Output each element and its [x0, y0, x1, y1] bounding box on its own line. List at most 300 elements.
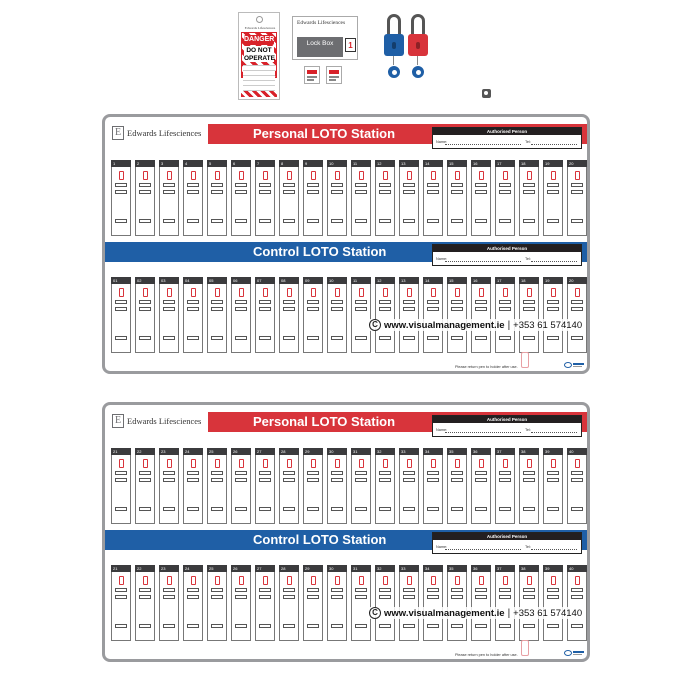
slot-number: 13	[399, 277, 419, 284]
label-pad	[187, 183, 199, 187]
label-pad	[259, 471, 271, 475]
lock-hook-icon	[119, 459, 124, 468]
label-pad	[523, 219, 535, 223]
label-pad	[115, 595, 127, 599]
label-pad	[139, 471, 151, 475]
lock-hook-icon	[143, 459, 148, 468]
lock-hook-icon	[263, 288, 268, 297]
name-label: Name:	[436, 257, 448, 261]
lock-slot	[279, 160, 299, 236]
label-pad	[379, 183, 391, 187]
label-pad	[547, 588, 559, 592]
slot-number: 28	[279, 448, 299, 455]
lock-slot	[447, 565, 467, 641]
lock-box-panel	[297, 37, 343, 57]
lock-hook-icon	[239, 171, 244, 180]
label-pad	[379, 595, 391, 599]
lock-slot	[303, 160, 323, 236]
lock-slot	[543, 565, 563, 641]
slot-number: 15	[447, 160, 467, 167]
lock-slot	[207, 160, 227, 236]
label-pad	[235, 307, 247, 311]
return-note: Please return pen to holder after use.	[455, 653, 518, 657]
slot-number: 18	[519, 160, 539, 167]
lock-slot	[231, 448, 251, 524]
label-pad	[499, 588, 511, 592]
lock-slot	[231, 565, 251, 641]
lock-hook-icon	[503, 576, 508, 585]
label-pad	[307, 507, 319, 511]
lock-hook-icon	[479, 288, 484, 297]
lock-slot	[519, 565, 539, 641]
label-pad	[403, 336, 415, 340]
lock-hook-icon	[503, 171, 508, 180]
label-pad	[163, 190, 175, 194]
danger-tag-brand: Edwards Lifesciences	[244, 26, 276, 30]
slot-number: 36	[471, 565, 491, 572]
lock-hook-icon	[527, 288, 532, 297]
label-pad	[283, 219, 295, 223]
label-pad	[403, 507, 415, 511]
lock-hook-icon	[383, 171, 388, 180]
visual-management-logo-icon	[564, 361, 584, 371]
slot-number: 6	[231, 160, 251, 167]
label-pad	[547, 336, 559, 340]
label-pad	[235, 588, 247, 592]
label-pad	[259, 190, 271, 194]
label-pad	[499, 478, 511, 482]
lock-hook-icon	[383, 288, 388, 297]
lock-slot	[567, 565, 587, 641]
label-pad	[187, 336, 199, 340]
personal-slot-row	[111, 448, 587, 524]
label-pad	[403, 624, 415, 628]
slot-number: 38	[519, 448, 539, 455]
label-pad	[451, 478, 463, 482]
lock-slot	[423, 160, 443, 236]
lock-hook-icon	[503, 288, 508, 297]
label-pad	[523, 478, 535, 482]
danger-tag-message	[244, 46, 274, 62]
label-pad	[187, 478, 199, 482]
lock-slot	[447, 448, 467, 524]
slot-number: 17	[495, 160, 515, 167]
lock-hook-icon	[431, 171, 436, 180]
lock-slot	[399, 277, 419, 353]
label-pad	[211, 478, 223, 482]
label-pad	[523, 183, 535, 187]
label-pad	[139, 507, 151, 511]
label-pad	[475, 478, 487, 482]
lock-hook-icon	[287, 171, 292, 180]
slot-number: 26	[231, 565, 251, 572]
lock-slot	[159, 448, 179, 524]
slot-number: 16	[471, 160, 491, 167]
lock-hook-icon	[455, 459, 460, 468]
lock-box-title: Lock Box	[306, 40, 334, 47]
name-label: Name:	[436, 545, 448, 549]
label-pad	[115, 471, 127, 475]
label-pad	[211, 219, 223, 223]
label-pad	[427, 219, 439, 223]
slot-number: 04	[183, 277, 203, 284]
lock-hook-icon	[383, 459, 388, 468]
label-pad	[283, 595, 295, 599]
label-pad	[139, 478, 151, 482]
label-pad	[235, 190, 247, 194]
label-pad	[547, 307, 559, 311]
label-pad	[259, 588, 271, 592]
slot-number: 24	[183, 448, 203, 455]
lock-hook-icon	[287, 459, 292, 468]
lock-hook-icon	[215, 576, 220, 585]
tel-label: Tel:	[525, 140, 531, 144]
lock-hook-icon	[143, 171, 148, 180]
label-pad	[283, 471, 295, 475]
website-text: www.visualmanagement.ie	[384, 319, 505, 331]
loto-board	[102, 402, 590, 662]
lock-hook-icon	[527, 459, 532, 468]
label-pad	[451, 183, 463, 187]
lock-slot	[111, 448, 131, 524]
slot-number: 30	[327, 565, 347, 572]
label-pad	[403, 307, 415, 311]
lock-slot	[375, 448, 395, 524]
visual-management-logo-icon	[564, 649, 584, 659]
label-pad	[331, 307, 343, 311]
lock-slot	[423, 448, 443, 524]
slot-number: 30	[327, 448, 347, 455]
label-pad	[427, 307, 439, 311]
lock-hook-icon	[359, 288, 364, 297]
slot-number: 40	[567, 448, 587, 455]
authorised-person-box	[432, 244, 582, 266]
lock-slot	[183, 277, 203, 353]
lock-hook-icon	[431, 288, 436, 297]
label-pad	[139, 307, 151, 311]
lock-hook-icon	[551, 459, 556, 468]
lock-slot	[519, 448, 539, 524]
slot-number: 08	[279, 277, 299, 284]
return-note: Please return pen to holder after use.	[455, 365, 518, 369]
label-pad	[307, 219, 319, 223]
label-pad	[235, 183, 247, 187]
label-pad	[403, 588, 415, 592]
label-pad	[163, 624, 175, 628]
danger-tag-line1: DO NOT	[246, 47, 272, 54]
label-pad	[163, 183, 175, 187]
label-pad	[139, 183, 151, 187]
label-pad	[235, 219, 247, 223]
phone-text: +353 61 574140	[513, 607, 583, 619]
label-pad	[235, 595, 247, 599]
lock-hook-icon	[575, 576, 580, 585]
slot-number: 12	[375, 277, 395, 284]
label-pad	[307, 190, 319, 194]
lock-hook-icon	[407, 288, 412, 297]
pen-holder-icon	[521, 640, 529, 656]
label-pad	[283, 624, 295, 628]
blue-padlock-icon	[384, 14, 404, 88]
label-pad	[475, 595, 487, 599]
red-padlock-icon	[408, 14, 428, 88]
label-pad	[403, 219, 415, 223]
label-pad	[115, 588, 127, 592]
name-label: Name:	[436, 140, 448, 144]
slot-number: 2	[135, 160, 155, 167]
lock-slot	[231, 277, 251, 353]
label-pad	[163, 471, 175, 475]
label-pad	[547, 219, 559, 223]
slot-number: 5	[207, 160, 227, 167]
slot-number: 21	[111, 448, 131, 455]
slot-number: 9	[303, 160, 323, 167]
label-pad	[571, 219, 583, 223]
lock-box-number: 1	[345, 38, 356, 52]
slot-number: 16	[471, 277, 491, 284]
label-pad	[403, 471, 415, 475]
label-pad	[331, 471, 343, 475]
label-pad	[331, 219, 343, 223]
lock-slot	[567, 277, 587, 353]
lock-hook-icon	[407, 171, 412, 180]
label-pad	[187, 595, 199, 599]
label-pad	[211, 588, 223, 592]
label-pad	[211, 471, 223, 475]
label-pad	[571, 307, 583, 311]
lock-slot	[471, 565, 491, 641]
lock-slot	[183, 448, 203, 524]
lock-hook-icon	[311, 288, 316, 297]
label-pad	[163, 307, 175, 311]
separator: |	[507, 607, 511, 619]
phone-text: +353 61 574140	[513, 319, 583, 331]
lock-hook-icon	[239, 459, 244, 468]
label-pad	[571, 336, 583, 340]
label-pad	[307, 183, 319, 187]
label-pad	[451, 588, 463, 592]
label-pad	[355, 507, 367, 511]
label-pad	[451, 595, 463, 599]
copyright-icon: C	[369, 607, 381, 619]
label-pad	[187, 219, 199, 223]
lock-hook-icon	[311, 459, 316, 468]
authorised-person-heading: Authorised Person	[433, 128, 581, 135]
label-pad	[427, 588, 439, 592]
lock-hook-icon	[215, 459, 220, 468]
authorised-person-heading: Authorised Person	[433, 245, 581, 252]
label-pad	[283, 190, 295, 194]
separator: |	[507, 319, 511, 331]
slot-number: 23	[159, 448, 179, 455]
label-pad	[115, 478, 127, 482]
lock-hook-icon	[119, 288, 124, 297]
label-pad	[475, 219, 487, 223]
label-pad	[163, 219, 175, 223]
label-pad	[139, 300, 151, 304]
label-pad	[571, 595, 583, 599]
label-pad	[283, 307, 295, 311]
label-pad	[451, 300, 463, 304]
lock-hook-icon	[407, 459, 412, 468]
authorised-person-heading: Authorised Person	[433, 416, 581, 423]
label-pad	[379, 300, 391, 304]
label-pad	[259, 624, 271, 628]
control-slot-row	[111, 277, 587, 353]
lock-slot	[111, 160, 131, 236]
lock-hook-icon	[191, 459, 196, 468]
label-pad	[355, 588, 367, 592]
lock-slot	[111, 277, 131, 353]
label-pad	[211, 307, 223, 311]
lock-hook-icon	[359, 171, 364, 180]
label-pad	[139, 190, 151, 194]
slot-number: 3	[159, 160, 179, 167]
edwards-logo-text: Edwards Lifesciences	[127, 416, 202, 426]
lock-hook-icon	[575, 171, 580, 180]
label-pad	[139, 588, 151, 592]
lock-slot	[399, 448, 419, 524]
label-pad	[307, 471, 319, 475]
loto-board	[102, 114, 590, 374]
label-pad	[571, 190, 583, 194]
slot-number: 10	[327, 277, 347, 284]
label-pad	[523, 595, 535, 599]
lock-hook-icon	[167, 288, 172, 297]
edwards-logo-icon: E	[112, 414, 124, 428]
slot-number: 14	[423, 277, 443, 284]
lock-slot	[423, 565, 443, 641]
slot-number: 40	[567, 565, 587, 572]
lock-slot	[567, 160, 587, 236]
label-pad	[163, 507, 175, 511]
label-pad	[475, 336, 487, 340]
label-pad	[403, 300, 415, 304]
label-pad	[355, 183, 367, 187]
lock-slot	[135, 565, 155, 641]
lock-slot	[255, 277, 275, 353]
label-pad	[331, 336, 343, 340]
slot-number: 31	[351, 448, 371, 455]
label-pad	[427, 478, 439, 482]
label-pad	[379, 478, 391, 482]
label-pad	[115, 219, 127, 223]
slot-number: 01	[111, 277, 131, 284]
slot-number: 19	[543, 160, 563, 167]
lock-slot	[351, 448, 371, 524]
label-pad	[379, 190, 391, 194]
label-pad	[355, 307, 367, 311]
label-pad	[331, 478, 343, 482]
label-pad	[451, 307, 463, 311]
label-pad	[451, 219, 463, 223]
camera-icon	[482, 89, 491, 98]
slot-number: 09	[303, 277, 323, 284]
lock-slot	[543, 160, 563, 236]
lock-slot	[327, 565, 347, 641]
label-pad	[571, 624, 583, 628]
lock-slot	[255, 160, 275, 236]
lock-box-brand: Edwards Lifesciences	[297, 20, 346, 26]
lock-slot	[231, 160, 251, 236]
label-pad	[259, 595, 271, 599]
label-pad	[379, 471, 391, 475]
lock-hook-icon	[119, 171, 124, 180]
lock-slot	[159, 277, 179, 353]
lock-hook-icon	[215, 288, 220, 297]
slot-number: 39	[543, 565, 563, 572]
label-pad	[427, 190, 439, 194]
lock-hook-icon	[263, 171, 268, 180]
lock-hook-icon	[503, 459, 508, 468]
slot-number: 32	[375, 565, 395, 572]
slot-number: 27	[255, 565, 275, 572]
label-pad	[547, 183, 559, 187]
label-pad	[115, 336, 127, 340]
label-pad	[499, 190, 511, 194]
lock-slot	[519, 160, 539, 236]
lock-slot	[447, 160, 467, 236]
label-pad	[475, 624, 487, 628]
lock-slot	[543, 448, 563, 524]
label-pad	[403, 190, 415, 194]
label-pad	[355, 219, 367, 223]
label-pad	[139, 624, 151, 628]
label-pad	[379, 507, 391, 511]
slot-number: 14	[423, 160, 443, 167]
label-pad	[187, 307, 199, 311]
label-pad	[115, 507, 127, 511]
label-pad	[523, 307, 535, 311]
slot-number: 7	[255, 160, 275, 167]
lock-hook-icon	[431, 459, 436, 468]
lock-hook-icon	[551, 171, 556, 180]
website-text: www.visualmanagement.ie	[384, 607, 505, 619]
mini-tag	[326, 66, 342, 84]
label-pad	[571, 471, 583, 475]
label-pad	[427, 507, 439, 511]
label-pad	[571, 300, 583, 304]
slot-number: 36	[471, 448, 491, 455]
label-pad	[523, 336, 535, 340]
label-pad	[499, 624, 511, 628]
slot-number: 27	[255, 448, 275, 455]
label-pad	[499, 307, 511, 311]
label-pad	[475, 183, 487, 187]
slot-number: 15	[447, 277, 467, 284]
label-pad	[211, 183, 223, 187]
slot-number: 18	[519, 277, 539, 284]
lock-slot	[159, 565, 179, 641]
slot-number: 23	[159, 565, 179, 572]
slot-number: 12	[375, 160, 395, 167]
label-pad	[403, 183, 415, 187]
label-pad	[115, 190, 127, 194]
label-pad	[475, 588, 487, 592]
lock-slot	[567, 448, 587, 524]
lock-slot	[303, 448, 323, 524]
lock-slot	[135, 277, 155, 353]
lock-slot	[471, 277, 491, 353]
label-pad	[499, 595, 511, 599]
lock-hook-icon	[167, 459, 172, 468]
slot-number: 4	[183, 160, 203, 167]
slot-number: 20	[567, 160, 587, 167]
authorised-person-box	[432, 415, 582, 437]
slot-number: 10	[327, 160, 347, 167]
label-pad	[259, 300, 271, 304]
label-pad	[571, 507, 583, 511]
